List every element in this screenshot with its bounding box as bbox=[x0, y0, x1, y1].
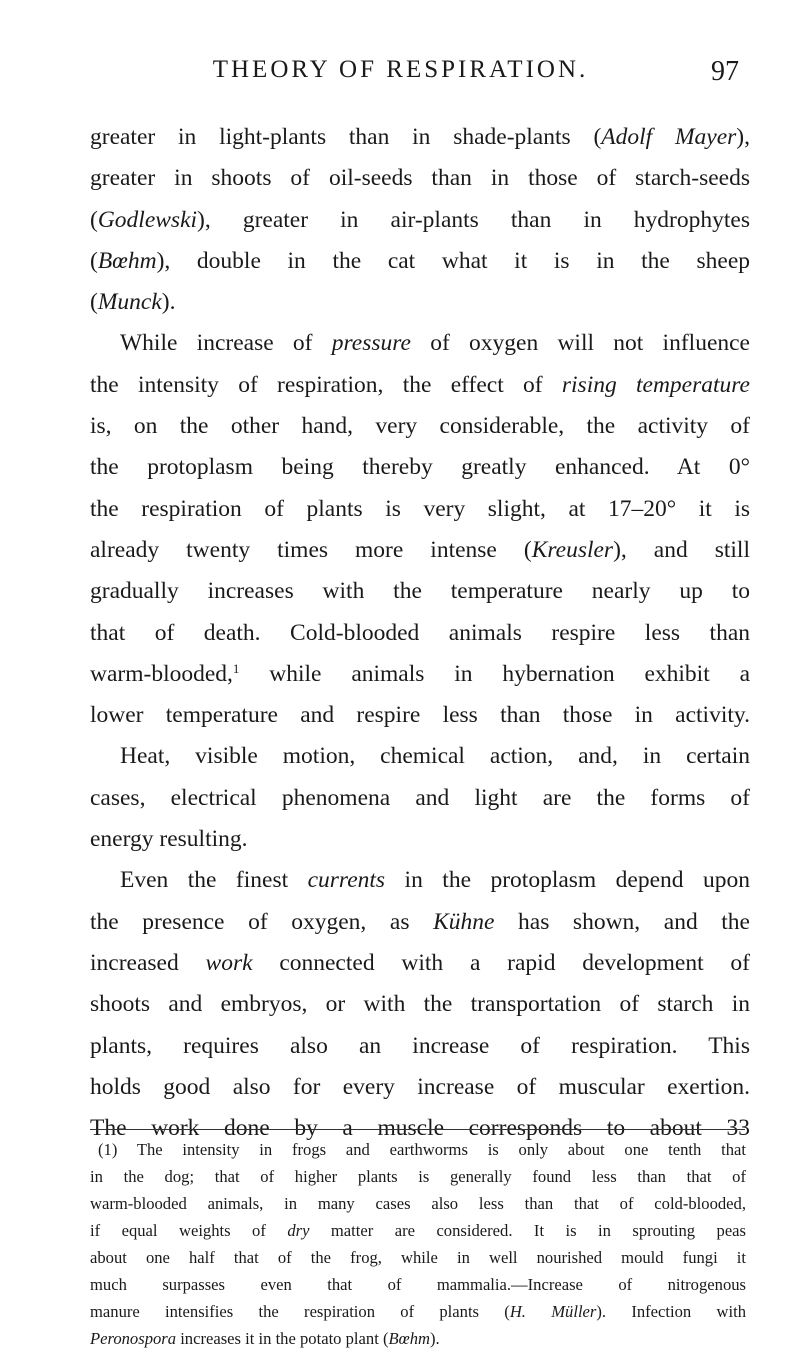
italic-run: Adolf Mayer bbox=[601, 124, 737, 150]
running-title: THEORY OF RESPIRATION. bbox=[212, 56, 589, 83]
footnote-line bbox=[90, 1217, 746, 1244]
text-run: the protoplasm being thereby greatly enhanced. At 0° bbox=[90, 454, 750, 481]
text-run: ), greater in air-plants than in hydrophytes bbox=[197, 206, 750, 233]
text-run: gradually increases with the temperature nearly up to bbox=[90, 578, 750, 605]
text-run: already twenty times more intense ( bbox=[90, 536, 532, 563]
text-run: matter are considered. It is in sprouting peas bbox=[309, 1221, 747, 1240]
body-line bbox=[90, 695, 750, 736]
footnote-line bbox=[90, 1271, 746, 1298]
text-run: Heat, visible motion, chemical action, and, in certain bbox=[120, 743, 750, 770]
text-run: plants, requires also an increase of respiration. This bbox=[90, 1032, 750, 1059]
text-run: Even the finest bbox=[120, 867, 308, 894]
footnote-rule bbox=[90, 1129, 745, 1130]
body-line bbox=[90, 406, 750, 447]
text-run: ). Infection with bbox=[596, 1302, 746, 1321]
text-run: manure intensifies the respiration of plants ( bbox=[90, 1302, 510, 1321]
text-run: While increase of bbox=[120, 330, 332, 357]
body-line bbox=[90, 282, 750, 323]
footnote-line bbox=[90, 1163, 746, 1190]
text-run: increased bbox=[90, 949, 206, 976]
running-head bbox=[0, 56, 801, 96]
text-run: has shown, and the bbox=[494, 908, 750, 935]
body-line bbox=[90, 365, 750, 406]
text-run: ( bbox=[90, 206, 98, 233]
text-run: in the dog; that of higher plants is generally found less than that of bbox=[90, 1167, 746, 1186]
text-run: shoots and embryos, or with the transportation of starch in bbox=[90, 991, 750, 1018]
text-run: energy resulting. bbox=[90, 826, 248, 853]
italic-run: Kreusler bbox=[531, 536, 614, 563]
text-run: The work done by a muscle corresponds to about 33 bbox=[90, 1115, 750, 1142]
text-run: the intensity of respiration, the effect of bbox=[90, 371, 562, 398]
body-text bbox=[90, 117, 750, 1149]
text-run: warm-blooded animals, in many cases also less than that of cold-blooded, bbox=[90, 1194, 746, 1213]
text-run: lower temperature and respire less than those in activity. bbox=[90, 702, 750, 729]
italic-run: H. Müller bbox=[509, 1302, 597, 1321]
italic-run: currents bbox=[307, 867, 386, 894]
text-run: cases, electrical phenomena and light are the forms of bbox=[90, 784, 750, 811]
body-line bbox=[90, 943, 750, 984]
body-line bbox=[90, 860, 750, 901]
text-run: (1) The intensity in frogs and earthworms is only about one tenth that bbox=[98, 1140, 746, 1159]
text-run: ), and still bbox=[613, 536, 750, 563]
body-line bbox=[90, 902, 750, 943]
italic-run: pressure bbox=[331, 330, 411, 357]
body-line bbox=[90, 984, 750, 1025]
italic-run: rising temperature bbox=[561, 371, 750, 398]
text-run: of oxygen will not influence bbox=[410, 330, 750, 357]
italic-run: Munck bbox=[97, 289, 162, 316]
text-run: increases it in the potato plant ( bbox=[176, 1329, 389, 1348]
text-run: ( bbox=[90, 289, 98, 316]
text-run: connected with a rapid development of bbox=[252, 949, 750, 976]
body-line bbox=[90, 323, 750, 364]
italic-run: Godlewski bbox=[97, 206, 198, 233]
page-number: 97 bbox=[711, 56, 739, 87]
text-run: warm-blooded, bbox=[90, 660, 233, 687]
footnote-line bbox=[90, 1190, 746, 1217]
text-run: ( bbox=[90, 247, 98, 274]
body-line bbox=[90, 571, 750, 612]
body-line bbox=[90, 819, 750, 860]
body-line bbox=[90, 613, 750, 654]
italic-run: Kühne bbox=[433, 908, 495, 935]
footnote-marker: 1 bbox=[232, 660, 240, 676]
footnote-line bbox=[90, 1136, 746, 1163]
text-run: the respiration of plants is very slight, at 17–20° it is bbox=[90, 495, 750, 522]
body-line bbox=[90, 158, 750, 199]
text-run: that of death. Cold-blooded animals respire less than bbox=[90, 619, 750, 646]
body-line bbox=[90, 1067, 750, 1108]
text-run: holds good also for every increase of muscular exertion. bbox=[90, 1073, 750, 1100]
body-line bbox=[90, 736, 750, 777]
italic-run: dry bbox=[287, 1221, 310, 1240]
text-run: the presence of oxygen, as bbox=[90, 908, 434, 935]
italic-run: Bœhm bbox=[97, 247, 157, 274]
text-run: if equal weights of bbox=[90, 1221, 288, 1240]
text-run: ), bbox=[736, 124, 750, 150]
footnote-line bbox=[90, 1298, 746, 1325]
italic-run: Bœhm bbox=[388, 1329, 430, 1348]
text-run: greater in light-plants than in shade-plants ( bbox=[90, 124, 602, 150]
italic-run: work bbox=[205, 949, 253, 976]
text-run: about one half that of the frog, while in well nourished mould fungi it bbox=[90, 1248, 746, 1267]
body-line bbox=[90, 778, 750, 819]
text-run: while animals in hybernation exhibit a bbox=[239, 660, 750, 687]
body-line bbox=[90, 241, 750, 282]
text-run: ). bbox=[161, 289, 176, 316]
body-line bbox=[90, 447, 750, 488]
body-line bbox=[90, 530, 750, 571]
footnote-line bbox=[90, 1244, 746, 1271]
footnotes bbox=[90, 1136, 746, 1352]
body-line bbox=[90, 1026, 750, 1067]
footnote-line bbox=[90, 1325, 746, 1352]
text-run: much surpasses even that of mammalia.—Increase of nitrogenous bbox=[90, 1275, 746, 1294]
italic-run: Peronospora bbox=[90, 1329, 177, 1348]
body-line bbox=[90, 200, 750, 241]
text-run: greater in shoots of oil-seeds than in those of starch-seeds bbox=[90, 165, 750, 192]
text-run: in the protoplasm depend upon bbox=[385, 867, 750, 894]
text-run: ). bbox=[429, 1329, 440, 1348]
body-line bbox=[90, 489, 750, 530]
body-line bbox=[90, 117, 750, 158]
text-run: ), double in the cat what it is in the sheep bbox=[156, 247, 750, 274]
text-run: is, on the other hand, very considerable, the activity of bbox=[90, 413, 750, 440]
body-line bbox=[90, 654, 750, 695]
